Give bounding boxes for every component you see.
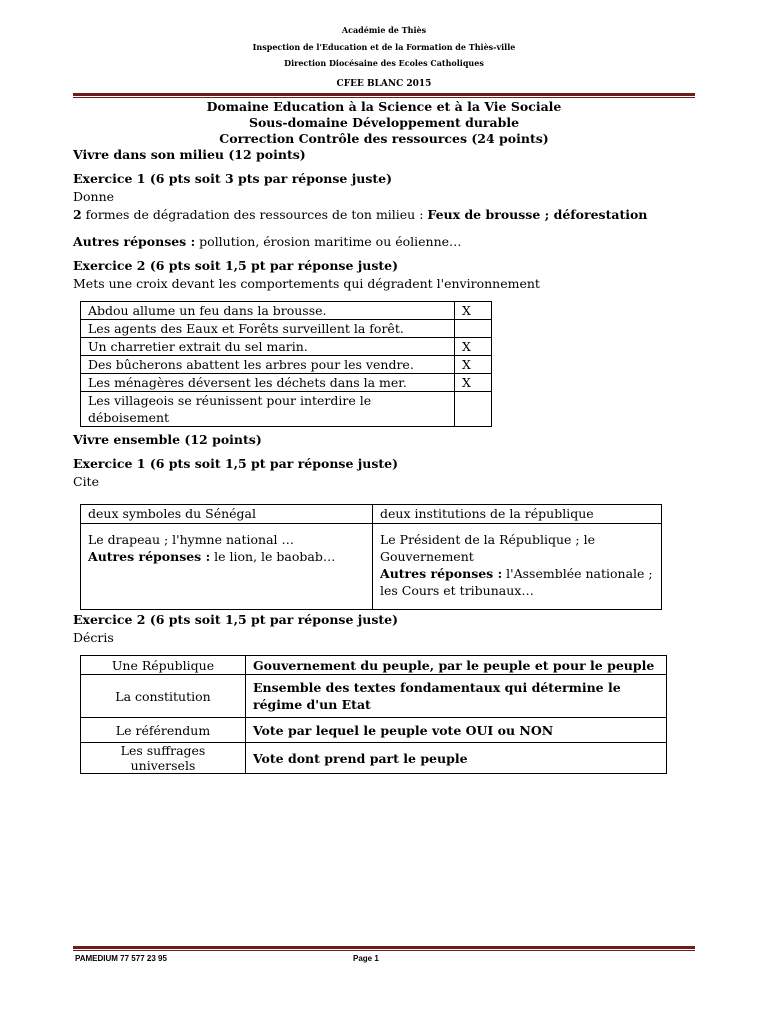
- other-answers-label: Autres réponses :: [380, 566, 503, 581]
- inspection-name: Inspection de l'Education et de la Formation de Thiès-ville: [252, 42, 516, 52]
- behavior-mark: X: [455, 374, 492, 392]
- symbols-answer: Le drapeau ; l'hymne national …: [88, 532, 295, 547]
- behavior-text: Abdou allume un feu dans la brousse.: [81, 302, 455, 320]
- institutions-answer-line2: Gouvernement: [380, 549, 474, 564]
- academy-name: Académie de Thiès: [341, 25, 427, 35]
- section1-title: Vivre dans son milieu (12 points): [73, 147, 306, 162]
- behaviors-table: [80, 301, 492, 427]
- correction-title: Correction Contrôle des ressources (24 points): [219, 131, 549, 146]
- section2-title: Vivre ensemble (12 points): [73, 432, 262, 447]
- footer-contact: PAMEDIUM 77 577 23 95: [75, 954, 167, 963]
- behavior-mark: X: [455, 302, 492, 320]
- table-row: [81, 743, 667, 774]
- s1-ex1-title: Exercice 1 (6 pts soit 3 pts par réponse juste): [73, 171, 393, 186]
- term-cell: Une République: [81, 656, 246, 675]
- behavior-text: Des bûcherons abattent les arbres pour les vendre.: [81, 356, 455, 374]
- footer-page-number: Page 1: [353, 954, 379, 963]
- behavior-text: Les villageois se réunissent pour interdire le déboisement: [81, 392, 455, 427]
- symbols-cell: [81, 524, 373, 610]
- table-row: [81, 374, 492, 392]
- col-header-symbols: deux symboles du Sénégal: [81, 505, 373, 524]
- table-row: [81, 392, 492, 427]
- s2-ex1-title: Exercice 1 (6 pts soit 1,5 pt par réponse juste): [73, 456, 399, 471]
- direction-name: Direction Diocésaine des Ecoles Catholiques: [284, 58, 484, 68]
- other-answers-text: pollution, érosion maritime ou éolienne…: [195, 234, 462, 249]
- s2-ex1-instruction: Cite: [73, 474, 99, 489]
- other-answers-label: Autres réponses :: [73, 234, 196, 249]
- table-row: [81, 718, 667, 743]
- header-rule: [73, 93, 695, 98]
- table-row: [81, 356, 492, 374]
- other-answers-text: le lion, le baobab…: [210, 549, 336, 564]
- other-answers-label: Autres réponses :: [88, 549, 211, 564]
- symbols-institutions-table: [80, 504, 662, 610]
- definition-cell: Vote dont prend part le peuple: [246, 743, 667, 774]
- term-cell: Les suffrages universels: [81, 743, 246, 774]
- exam-title: CFEE BLANC 2015: [336, 79, 432, 89]
- s1-ex2-instruction: Mets une croix devant les comportements qui dégradent l'environnement: [73, 276, 540, 291]
- symbols-other: [88, 548, 365, 565]
- institutions-other-line2: les Cours et tribunaux…: [380, 583, 534, 598]
- s1-ex1-instruction: Donne: [73, 189, 115, 204]
- definition-cell: Gouvernement du peuple, par le peuple et pour le peuple: [246, 656, 667, 675]
- s2-ex2-instruction: Décris: [73, 630, 114, 645]
- behavior-mark: X: [455, 356, 492, 374]
- table-header-row: [81, 505, 662, 524]
- behavior-mark: [455, 320, 492, 338]
- behavior-text: Les ménagères déversent les déchets dans la mer.: [81, 374, 455, 392]
- table-row: [81, 675, 667, 718]
- answer-value: Feux de brousse ; déforestation: [427, 207, 648, 222]
- institutions-answer-line1: Le Président de la République ; le: [380, 532, 595, 547]
- other-answers-text: l'Assemblée nationale ;: [502, 566, 653, 581]
- term-cell: Le référendum: [81, 718, 246, 743]
- s1-ex1-answer-line: [73, 207, 647, 222]
- behavior-text: Un charretier extrait du sel marin.: [81, 338, 455, 356]
- s1-ex2-title: Exercice 2 (6 pts soit 1,5 pt par réponse juste): [73, 258, 399, 273]
- behavior-text: Les agents des Eaux et Forêts surveillent la forêt.: [81, 320, 455, 338]
- answer-count: 2: [73, 207, 82, 222]
- s1-ex1-other-answers: [73, 234, 462, 249]
- table-row: [81, 302, 492, 320]
- definition-cell: Vote par lequel le peuple vote OUI ou NON: [246, 718, 667, 743]
- table-row: [81, 338, 492, 356]
- term-cell: La constitution: [81, 675, 246, 718]
- definition-cell: Ensemble des textes fondamentaux qui détermine le régime d'un Etat: [246, 675, 667, 718]
- definitions-table: [80, 655, 667, 774]
- table-row: [81, 320, 492, 338]
- answer-prompt: formes de dégradation des ressources de ton milieu :: [81, 207, 428, 222]
- behavior-mark: [455, 392, 492, 427]
- behavior-mark: X: [455, 338, 492, 356]
- s2-ex2-title: Exercice 2 (6 pts soit 1,5 pt par réponse juste): [73, 612, 399, 627]
- subdomain-title: Sous-domaine Développement durable: [248, 115, 520, 130]
- domain-title: Domaine Education à la Science et à la Vie Sociale: [206, 99, 562, 114]
- institutions-other: [380, 565, 654, 582]
- col-header-institutions: deux institutions de la république: [373, 505, 662, 524]
- institutions-cell: [373, 524, 662, 610]
- table-row: [81, 656, 667, 675]
- footer-rule: [73, 946, 695, 951]
- table-row: [81, 524, 662, 610]
